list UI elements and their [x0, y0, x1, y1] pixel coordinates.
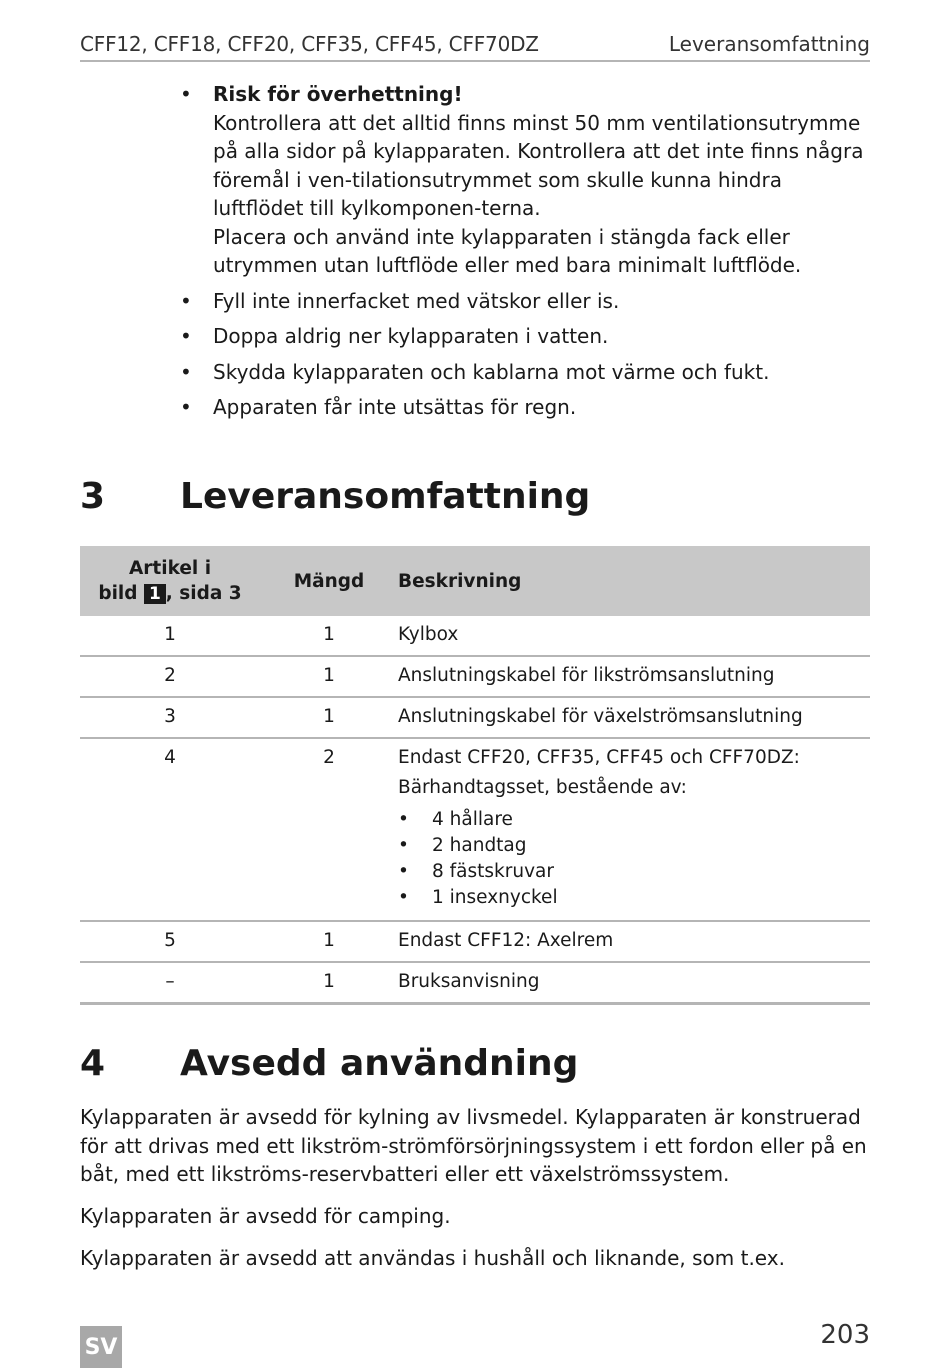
- list-item: • Apparaten får inte utsättas för regn.: [180, 393, 872, 422]
- page-number: 203: [820, 1320, 870, 1350]
- column-header-article: [80, 546, 260, 616]
- cell-description: Bruksanvisning: [398, 962, 870, 1004]
- column-header-description: Beskrivning: [398, 546, 870, 616]
- risk-title: • Risk för överhettning!: [213, 82, 463, 106]
- section-number: 4: [80, 1043, 106, 1084]
- sub-item-list: [398, 807, 870, 911]
- list-item: • 2 handtag: [398, 833, 870, 859]
- cell-description: Anslutningskabel för växelströmsanslutning: [398, 697, 870, 738]
- list-item: • Skydda kylapparaten och kablarna mot värme och fukt.: [180, 358, 872, 387]
- list-item: • 8 fästskruvar: [398, 859, 870, 885]
- language-badge: SV: [80, 1326, 122, 1368]
- article-header-line2: bild: [98, 583, 138, 604]
- header-models: CFF12, CFF18, CFF20, CFF35, CFF45, CFF70DZ: [80, 32, 539, 56]
- warning-list: [180, 80, 872, 429]
- list-item: [180, 80, 872, 280]
- cell-article: –: [80, 962, 260, 1004]
- cell-article: 5: [80, 921, 260, 962]
- article-header-line2-post: , sida 3: [165, 583, 242, 604]
- cell-quantity: 1: [260, 616, 398, 656]
- table-header-row: [80, 546, 870, 616]
- cell-article: 4: [80, 738, 260, 921]
- list-item: • 4 hållare: [398, 807, 870, 833]
- cell-article: 3: [80, 697, 260, 738]
- list-item: • 1 insexnyckel: [398, 885, 870, 911]
- section-number: 3: [80, 476, 106, 517]
- table-row: [80, 697, 870, 738]
- cell-description: Endast CFF12: Axelrem: [398, 921, 870, 962]
- column-header-quantity: Mängd: [260, 546, 398, 616]
- cell-description: Kylbox: [398, 616, 870, 656]
- list-item: • Doppa aldrig ner kylapparaten i vatten.: [180, 322, 872, 351]
- table-row: [80, 921, 870, 962]
- risk-text-1: Kontrollera att det alltid finns minst 50 mm ventilationsutrymme på alla sidor på kylapparaten. Kontrollera att det inte finns några föremål i ven-tilationsutrymmet som skulle kunna hindra luftflödet till kylkomponen-terna.: [213, 110, 864, 220]
- delivery-table: [80, 546, 870, 1005]
- cell-quantity: 1: [260, 921, 398, 962]
- cell-article: 1: [80, 616, 260, 656]
- table-row: [80, 616, 870, 656]
- body-paragraph: Kylapparaten är avsedd att användas i hushåll och liknande, som t.ex.: [80, 1246, 785, 1270]
- cell-description: [398, 738, 870, 921]
- list-item: • Fyll inte innerfacket med vätskor eller is.: [180, 287, 872, 316]
- table-row: [80, 656, 870, 697]
- figure-number-box: 1: [144, 584, 166, 604]
- cell-quantity: 1: [260, 697, 398, 738]
- cell-quantity: 1: [260, 962, 398, 1004]
- description-text: Endast CFF20, CFF35, CFF45 och CFF70DZ:: [398, 747, 800, 768]
- risk-text-2: Placera och använd inte kylapparaten i stängda fack eller utrymmen utan luftflöde eller med bara minimalt luftflöde.: [213, 224, 802, 277]
- body-paragraph: Kylapparaten är avsedd för kylning av livsmedel. Kylapparaten är konstruerad för att drivas med ett likström-strömförsörjningssystem i ett fordon eller på en båt, med ett likströms-reservbatteri eller ett växelströmssystem.: [80, 1105, 867, 1186]
- section-title: Avsedd användning: [180, 1043, 579, 1084]
- cell-description: Anslutningskabel för likströmsanslutning: [398, 656, 870, 697]
- table-row: [80, 738, 870, 921]
- header-section: Leveransomfattning: [668, 32, 870, 56]
- page-header: [80, 30, 870, 62]
- table-row: [80, 962, 870, 1004]
- section-title: Leveransomfattning: [180, 476, 591, 517]
- article-header-line1: Artikel i: [128, 558, 212, 579]
- cell-article: 2: [80, 656, 260, 697]
- body-paragraph: Kylapparaten är avsedd för camping.: [80, 1204, 451, 1228]
- description-note: Bärhandtagsset, bestående av:: [398, 777, 687, 798]
- cell-quantity: 2: [260, 738, 398, 921]
- cell-quantity: 1: [260, 656, 398, 697]
